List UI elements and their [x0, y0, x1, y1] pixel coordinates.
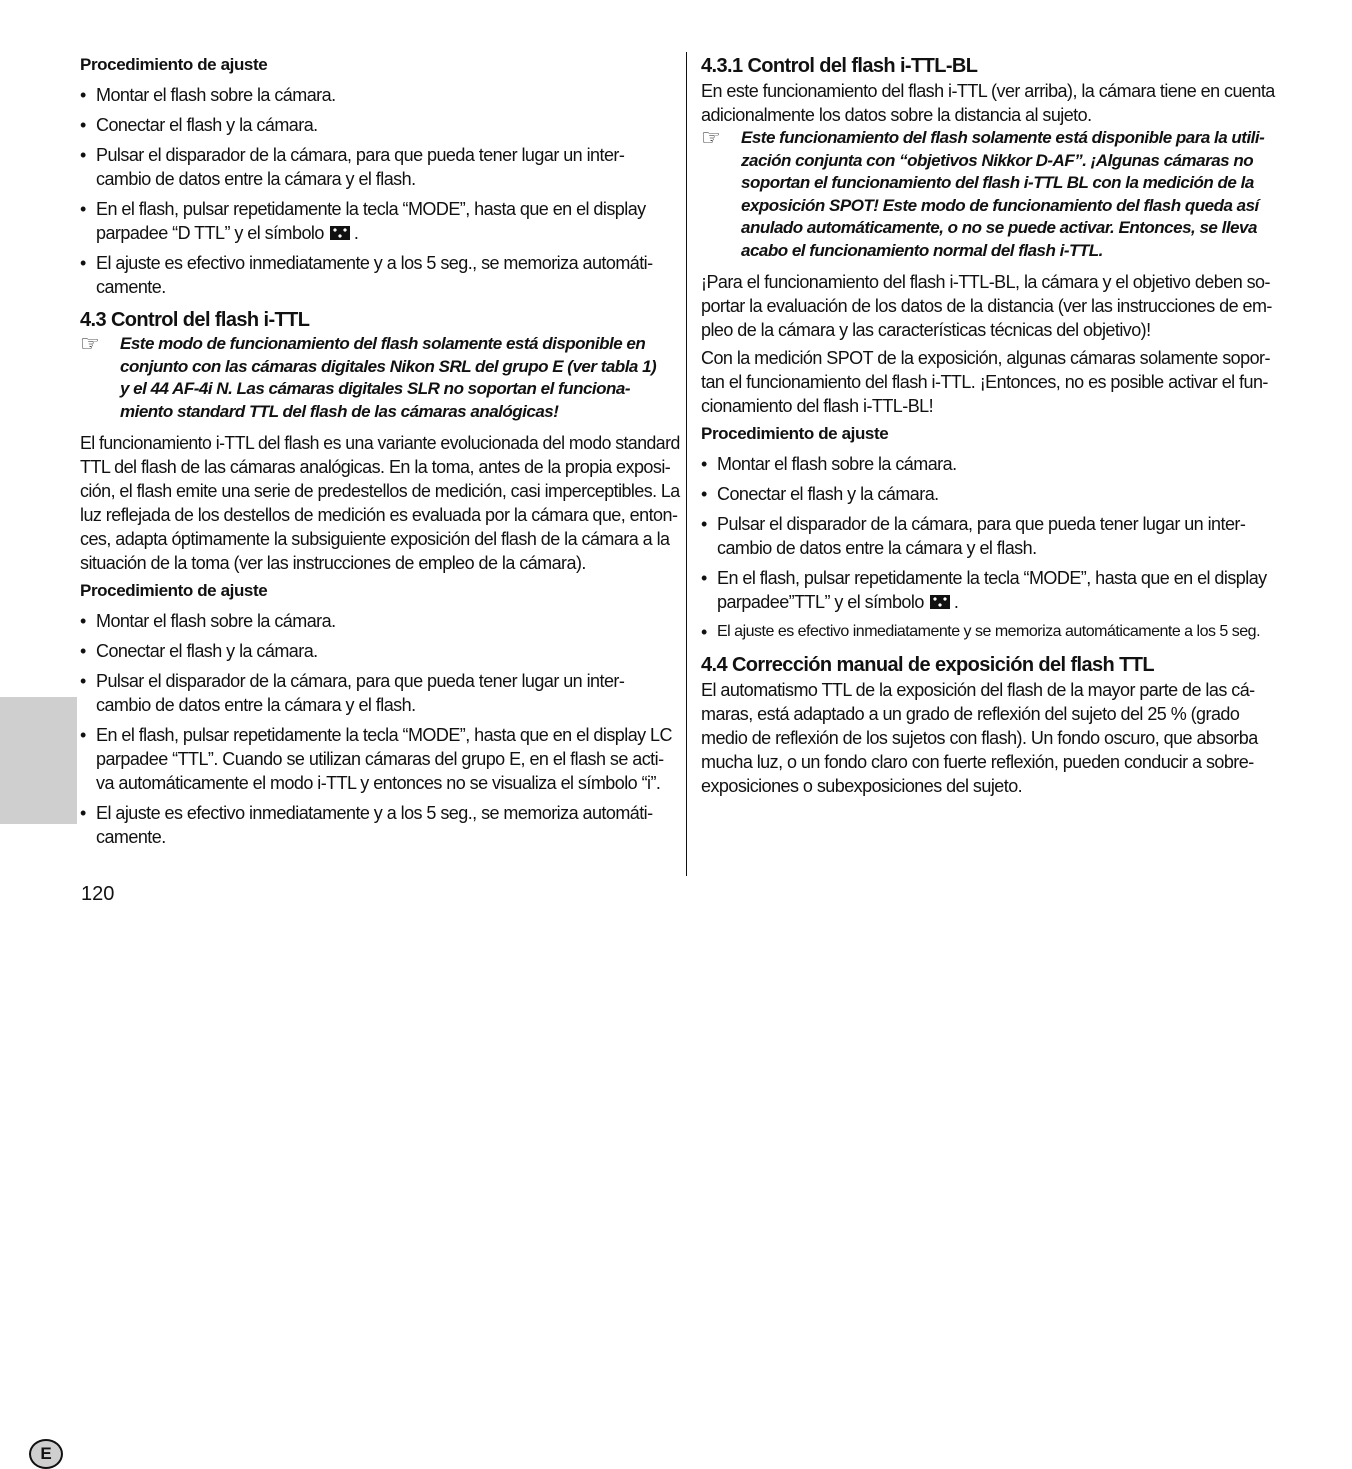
paragraph: El automatismo TTL de la exposición del flash de la mayor parte de las cá- maras, está adaptado a un grado de reflexión del sujeto del 25 % (grado medio de reflexión de los sujetos con flash). Un fondo oscuro, que absorba mucha luz, o un fondo claro con fuerte reflexión, pueden conducir a sobre- exposiciones o subexposiciones del sujeto.	[701, 680, 1258, 796]
paragraph: Con la medición SPOT de la exposición, algunas cámaras solamente sopor- tan el funcionamiento del flash i-TTL. ¡Entonces, no es posible activar el fun- cionamiento del flash i-TTL-BL!	[701, 348, 1270, 416]
section-title: 4.3 Control del flash i-TTL	[80, 309, 310, 331]
procedure-heading: Procedimiento de ajuste	[80, 581, 268, 600]
left-column	[80, 53, 680, 849]
list-item: • El ajuste es efectivo inmediatamente y se memoriza automáticamente a los 5 seg.	[701, 622, 1261, 642]
list-item: • Montar el flash sobre la cámara.	[80, 85, 336, 105]
list-item: • Pulsar el disparador de la cámara, para que pueda tener lugar un inter- cambio de datos entre la cámara y el flash.	[80, 145, 625, 189]
flash-mode-symbol-icon	[330, 226, 350, 240]
language-badge: E	[29, 1439, 63, 1469]
list-item: • Pulsar el disparador de la cámara, para que pueda tener lugar un inter- cambio de datos entre la cámara y el flash.	[701, 514, 1246, 558]
list-item: • Montar el flash sobre la cámara.	[701, 454, 957, 474]
procedure-heading: Procedimiento de ajuste	[80, 55, 268, 74]
paragraph: El funcionamiento i-TTL del flash es una variante evolucionada del modo standard TTL del flash de las cámaras analógicas. En la toma, antes de la propia exposi- ción, el flash emite una serie de predestellos de medición, casi imperceptibles. La luz reflejada de los destellos de medición es evaluada por la cámara que, enton- ces, adapta óptimamente la subsiguiente exposición del flash de la cámara a la situación de la toma (ver las instrucciones de empleo de la cámara).	[80, 433, 680, 573]
list-item: • El ajuste es efectivo inmediatamente y a los 5 seg., se memoriza automáti- camente.	[80, 803, 653, 847]
list-item: • Conectar el flash y la cámara.	[80, 641, 318, 661]
paragraph: ¡Para el funcionamiento del flash i-TTL-BL, la cámara y el objetivo deben so- portar la evaluación de los datos de la distancia (ver las instrucciones de em- pleo de la cámara y las características técnicas del objetivo)!	[701, 272, 1272, 340]
list-item: • En el flash, pulsar repetidamente la tecla “MODE”, hasta que en el display LC parpadee “TTL”. Cuando se utilizan cámaras del grupo E, en el flash se acti- va automáticamente el modo i-TTL y entonces no se visualiza el símbolo “i”.	[80, 725, 672, 793]
pointing-hand-icon: ☞	[701, 125, 721, 150]
language-side-tab	[0, 697, 77, 1463]
note-block: ☞ Este modo de funcionamiento del flash solamente está disponible en conjunto con las cámaras digitales Nikon SRL del grupo E (ver tabla 1) y el 44 AF-4i N. Las cámaras digitales SLR no soportan el funciona- miento standard TTL del flash de las cámaras analógicas!	[80, 333, 680, 423]
pointing-hand-icon: ☞	[80, 331, 100, 356]
list-item: • En el flash, pulsar repetidamente la tecla “MODE”, hasta que en el display parpadee “D TTL” y el símbolo .	[80, 199, 646, 243]
list-item: • Conectar el flash y la cámara.	[80, 115, 318, 135]
procedure-heading: Procedimiento de ajuste	[701, 424, 889, 443]
list-item: • Montar el flash sobre la cámara.	[80, 611, 336, 631]
list-item: • El ajuste es efectivo inmediatamente y a los 5 seg., se memoriza automáti- camente.	[80, 253, 653, 297]
list-item: • En el flash, pulsar repetidamente la tecla “MODE”, hasta que en el display parpadee”TTL” y el símbolo .	[701, 568, 1267, 612]
column-divider	[686, 52, 687, 876]
note-block: ☞ Este funcionamiento del flash solamente está disponible para la utili- zación conjunta con “objetivos Nikkor D-AF”. ¡Algunas cámaras no soportan el funcionamiento del flash i-TTL BL con la medición de la exposición SPOT! Este modo de funcionamiento del flash queda así anulado automáticamente, o no se puede activar. Entonces, se lleva acabo el funcionamiento normal del flash i-TTL.	[701, 127, 1301, 262]
list-item: • Pulsar el disparador de la cámara, para que pueda tener lugar un inter- cambio de datos entre la cámara y el flash.	[80, 671, 625, 715]
list-item: • Conectar el flash y la cámara.	[701, 484, 939, 504]
paragraph: En este funcionamiento del flash i-TTL (ver arriba), la cámara tiene en cuenta adicionalmente los datos sobre la distancia al sujeto.	[701, 81, 1275, 125]
right-column	[701, 53, 1301, 798]
section-title: 4.3.1 Control del flash i-TTL-BL	[701, 55, 978, 77]
section-title: 4.4 Corrección manual de exposición del flash TTL	[701, 654, 1154, 676]
flash-mode-symbol-icon	[930, 595, 950, 609]
page-number: 120	[81, 883, 115, 905]
